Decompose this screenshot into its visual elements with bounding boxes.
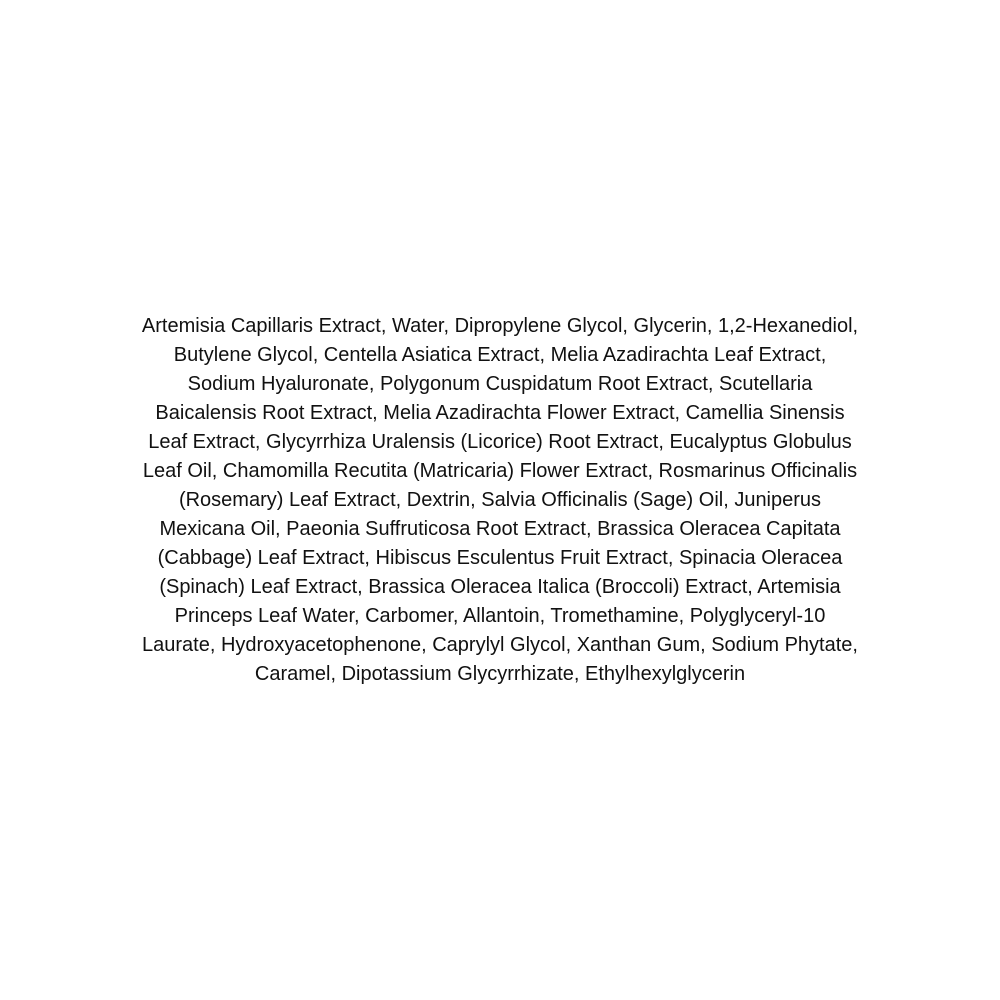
- ingredients-line: Caramel, Dipotassium Glycyrrhizate, Ethylhexylglycerin: [254, 662, 746, 685]
- ingredients-line: Princeps Leaf Water, Carbomer, Allantoin, Tromethamine, Polyglyceryl-10: [174, 604, 826, 627]
- ingredients-line: Sodium Hyaluronate, Polygonum Cuspidatum Root Extract, Scutellaria: [187, 372, 813, 395]
- ingredients-text: [60, 312, 940, 689]
- ingredients-line: Leaf Oil, Chamomilla Recutita (Matricaria) Flower Extract, Rosmarinus Officinalis: [142, 459, 858, 482]
- ingredients-line: Laurate, Hydroxyacetophenone, Caprylyl Glycol, Xanthan Gum, Sodium Phytate,: [142, 633, 858, 656]
- ingredients-line: Mexicana Oil, Paeonia Suffruticosa Root Extract, Brassica Oleracea Capitata: [159, 517, 841, 540]
- ingredients-line: (Cabbage) Leaf Extract, Hibiscus Esculentus Fruit Extract, Spinacia Oleracea: [157, 546, 843, 569]
- ingredients-line: Butylene Glycol, Centella Asiatica Extract, Melia Azadirachta Leaf Extract,: [173, 343, 827, 366]
- ingredients-line: Artemisia Capillaris Extract, Water, Dipropylene Glycol, Glycerin, 1,2-Hexanediol,: [141, 314, 859, 337]
- ingredients-line: (Rosemary) Leaf Extract, Dextrin, Salvia Officinalis (Sage) Oil, Juniperus: [178, 488, 822, 511]
- ingredients-line: (Spinach) Leaf Extract, Brassica Oleracea Italica (Broccoli) Extract, Artemisia: [159, 575, 841, 598]
- ingredients-line: Leaf Extract, Glycyrrhiza Uralensis (Licorice) Root Extract, Eucalyptus Globulus: [148, 430, 852, 453]
- ingredients-line: Baicalensis Root Extract, Melia Azadirachta Flower Extract, Camellia Sinensis: [155, 401, 845, 424]
